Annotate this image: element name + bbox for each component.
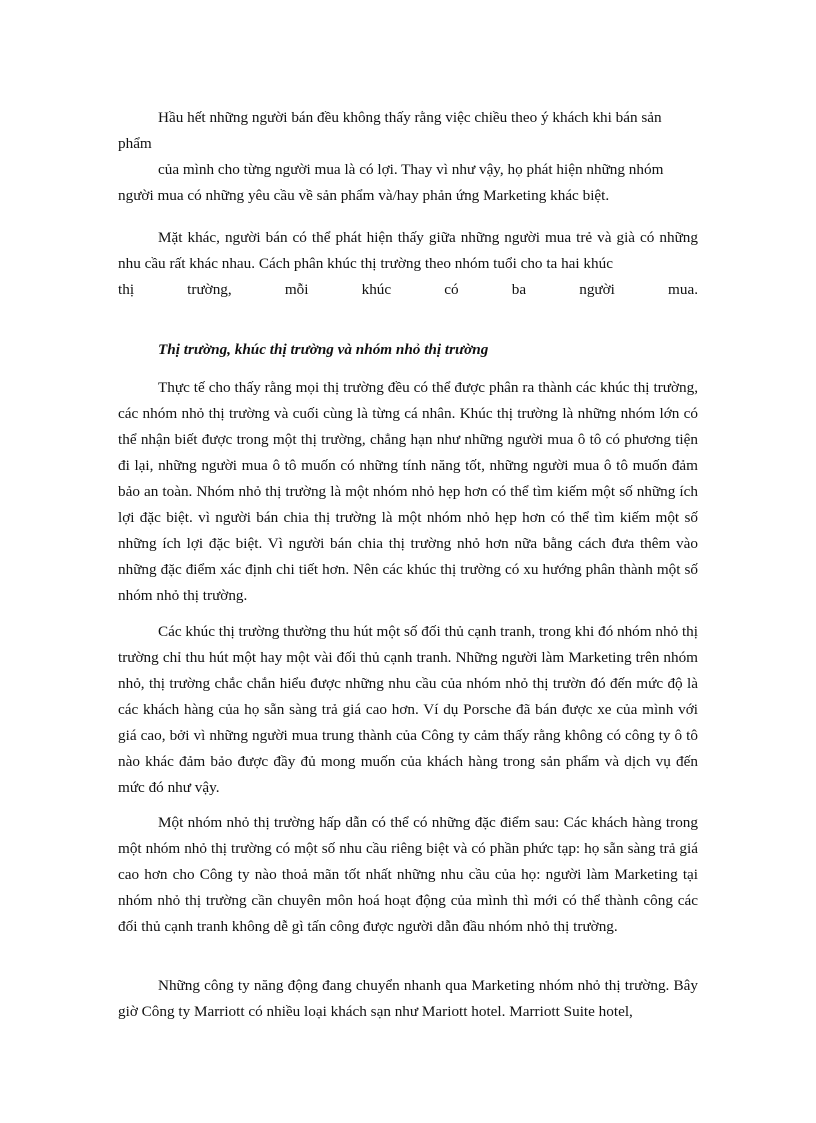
paragraph-5: Một nhóm nhỏ thị trường hấp dẫn có thể có những đặc điểm sau: Các khách hàng trong một nhóm nhỏ thị trường có một số nhu cầu riêng biệt và có phần phức tạp: họ sẵn sàng trả giá cao hơn cho Công ty nào thoả mãn tốt nhất những nhu cầu của họ: người làm Marketing tại nhóm nhỏ thị trường cần chuyên môn hoá hoạt động của mình thì mới có thể thành công các đối thủ cạnh tranh không dễ gì tấn công được người dẫn đầu nhóm nhỏ thị trường. xyxy=(118,814,698,935)
paragraph-3: Thực tế cho thấy rằng mọi thị trường đều có thể được phân ra thành các khúc thị trường, các nhóm nhỏ thị trường và cuối cùng là từng cá nhân. Khúc thị trường là những nhóm lớn có thể nhận biết được trong một thị trường, chẳng hạn như những người mua ô tô có phương tiện đi lại, những người mua ô tô muốn có những tính năng tốt, những người mua ô tô muốn đảm bảo an toàn. Nhóm nhỏ thị trường là một nhóm nhỏ hẹp hơn có thể tìm kiếm một số những ích lợi đặc biệt. vì người bán chia thị trường là một nhóm nhỏ hẹp hơn có thể tìm kiếm một số những ích lợi đặc biệt. Vì người bán chia thị trường nhỏ hơn nữa bằng cách đưa thêm vào những đặc điểm xác định chi tiết hơn. Nên các khúc thị trường có xu hướng phân thành một số nhóm nhỏ thị trường. xyxy=(118,379,698,604)
paragraph-4: Các khúc thị trường thường thu hút một số đối thủ cạnh tranh, trong khi đó nhóm nhỏ thị trường chỉ thu hút một hay một vài đối thủ cạnh tranh. Những người làm Marketing trên nhóm nhỏ, thị trường chắc chắn hiểu được những nhu cầu của nhóm nhỏ thị trườn đó đến mức độ là các khách hàng của họ sẵn sàng trả giá cao hơn. Ví dụ Porsche đã bán được xe của mình với giá cao, bởi vì những người mua trung thành của Công ty cảm thấy rằng không có công ty ô tô nào khác đảm bảo được đầy đủ mong muốn của khách hàng trong sản phẩm và dịch vụ đến mức đó như vậy. xyxy=(118,623,698,796)
paragraph-2: Mặt khác, người bán có thể phát hiện thấy giữa những người mua trẻ và già có những nhu cầu rất khác nhau. Cách phân khúc thị trường theo nhóm tuổi cho ta hai khúc xyxy=(118,229,698,272)
paragraph-1-line-3: của mình cho từng người mua là có lợi. Thay vì như vậy, họ phát hiện những nhóm xyxy=(158,161,664,178)
paragraph-2-last-line: thị trường, mỗi khúc có ba người mua. xyxy=(118,281,698,298)
paragraph-6: Những công ty năng động đang chuyển nhanh qua Marketing nhóm nhỏ thị trường. Bây giờ Công ty Marriott có nhiều loại khách sạn như Mariott hotel. Marriott Suite hotel, xyxy=(118,977,698,1020)
paragraph-1-line-4: người mua có những yêu cầu về sản phẩm và/hay phản ứng Marketing khác biệt. xyxy=(118,187,610,204)
section-heading: Thị trường, khúc thị trường và nhóm nhỏ thị trường xyxy=(158,341,489,358)
paragraph-1-line-2: phẩm xyxy=(118,135,152,152)
paragraph-1-line-1: Hầu hết những người bán đều không thấy rằng việc chiều theo ý khách khi bán sản xyxy=(158,109,662,126)
